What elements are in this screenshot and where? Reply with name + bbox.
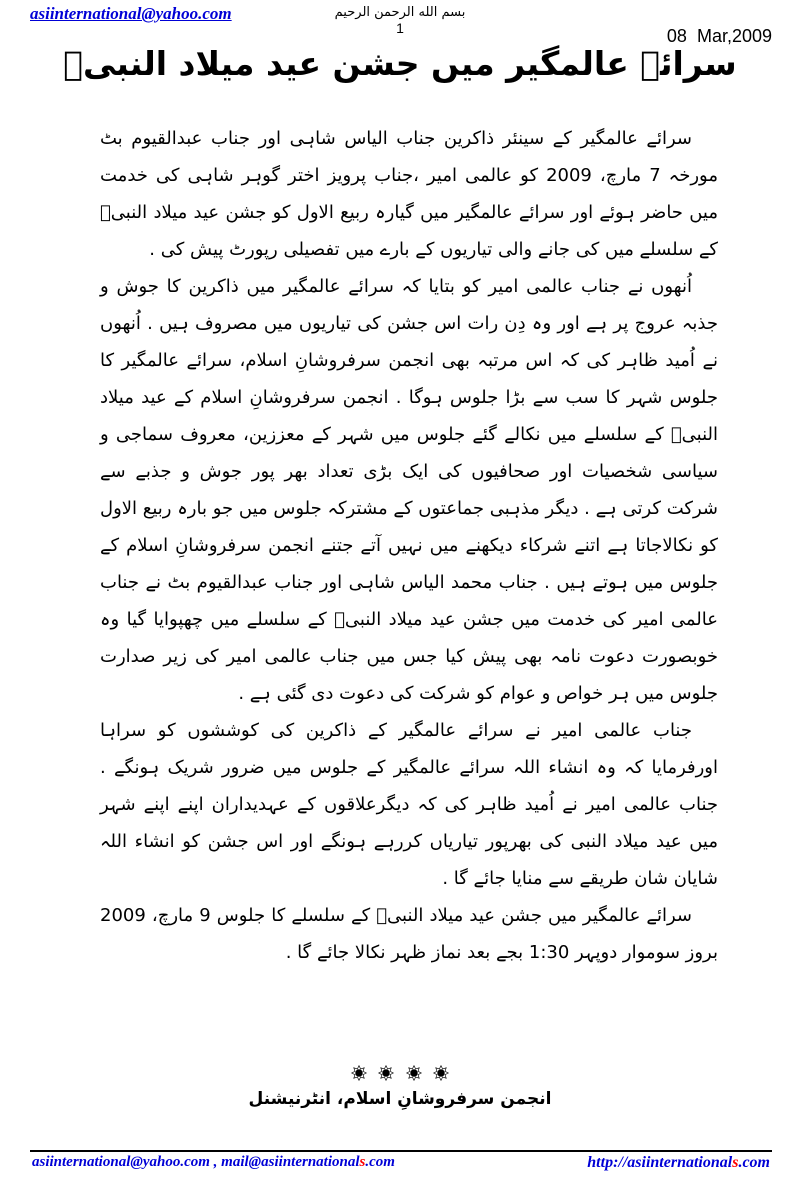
paragraph-4: سرائے عالمگیر میں جشن عید میلاد النبیؐ کے سلسلے کا جلوس 9 مارچ، 2009 بروز سوموار دوپہر 1:30 بجے بعد نماز ظہر نکالا جائے گا . — [100, 905, 718, 963]
footer-url-highlight: s — [732, 1154, 739, 1171]
article-body — [100, 120, 718, 971]
organization-name: انجمن سرفروشانِ اسلام، انٹرنیشنل — [248, 1089, 552, 1109]
footer-email-link-1[interactable]: asiinternational@yahoo.com — [32, 1154, 210, 1170]
page-number: 1 — [396, 20, 404, 36]
paragraph-1: سرائے عالمگیر کے سینئر ذاکرین جناب الیاس شاہی اور جناب عبدالقیوم بٹ مورخہ 7 مارچ، 2009 کو عالمی امیر ،جناب پرویز اختر گوہر شاہی کی خدمت میں حاضر ہوئے اور سرائے عالمگیر میں گیارہ ربیع الاول کو جشن عید میلاد النبیؐ کے سلسلے میں کی جانے والی تیاریوں کے بارے میں تفصیلی رپورٹ پیش کی . — [100, 128, 718, 260]
footer-website-link[interactable] — [587, 1154, 770, 1171]
footer-url-suffix: .com — [738, 1154, 770, 1171]
star-icon — [378, 1065, 394, 1081]
date-label: 08 Mar,2009 — [666, 26, 772, 46]
footer-email-2-prefix: mail@asiinternational — [221, 1154, 360, 1170]
footer-email-2-suffix: .com — [365, 1154, 395, 1170]
footer-url-prefix: http://asiinternational — [587, 1154, 733, 1171]
header-email-link[interactable]: asiinternational@yahoo.com — [30, 4, 232, 23]
footer-divider — [30, 1150, 772, 1152]
star-icon — [433, 1065, 449, 1081]
footer-contacts — [32, 1154, 395, 1171]
footer-email-2-highlight: s — [359, 1154, 366, 1170]
star-icon — [406, 1065, 422, 1081]
footer-email-link-2[interactable] — [221, 1154, 395, 1170]
bismillah-text: بسم الله الرحمن الرحيم — [334, 5, 466, 20]
document-title: سرائے عالمگیر میں جشن عید میلاد النبیؐ — [63, 44, 737, 83]
paragraph-3: جناب عالمی امیر نے سرائے عالمگیر کے ذاکرین کی کوششوں کو سراہا اورفرمایا کہ وہ انشاء اللہ سرائے عالمگیر کے جلوس میں ضرور شریک ہونگے . جناب عالمی امیر نے اُمید ظاہر کی کہ دیگرعلاقوں کے عہدیداران اپنے اپنے شہر میں عید میلاد النبی کی بھرپور تیاریاں کررہے ہونگے اور اس جشن کو انشاء اللہ شایان شان طریقے سے منایا جائے گا . — [100, 720, 718, 889]
footer-website — [587, 1154, 770, 1172]
paragraph-2: اُنھوں نے جناب عالمی امیر کو بتایا کہ سرائے عالمگیر میں ذاکرین کا جوش و جذبہ عروج پر ہے اور وہ دِن رات اس جشن کی تیاریوں میں مصروف ہیں . اُنھوں نے اُمید ظاہر کی کہ اس مرتبہ بھی انجمن سرفروشانِ اسلام، سرائے عالمگیر کا جلوس شہر کا سب سے بڑا جلوس ہوگا . انجمن سرفروشانِ اسلام کے عید میلاد النبیؐ کے سلسلے میں نکالے گئے جلوس میں شہر کے معززین، معروف سماجی و سیاسی شخصیات اور صحافیوں کی ایک بڑی تعداد بھر پور جوش و جذبے سے شرکت کرتی ہے . دیگر مذہبی جماعتوں کے مشترکہ جلوس میں جو بارہ ربیع الاول کو نکالاجاتا ہے اتنے شرکاء دیکھنے میں نہیں آتے جتنے انجمن سرفروشانِ اسلام کے جلوس میں ہوتے ہیں . جناب محمد الیاس شاہی اور جناب عبدالقیوم بٹ نے جناب عالمی امیر کی خدمت میں جشن عید میلاد النبیؐ کے سلسلے میں چھپوایا گیا وہ خوبصورت دعوت نامہ بھی پیش کیا جس میں جناب عالمی امیر کی زیر صدارت جلوس میں ہر خواص و عوام کو شرکت کی دعوت دی گئی ہے . — [100, 276, 718, 704]
footer-separator: , — [209, 1154, 222, 1170]
star-separator — [0, 1062, 800, 1081]
star-icon — [351, 1065, 367, 1081]
